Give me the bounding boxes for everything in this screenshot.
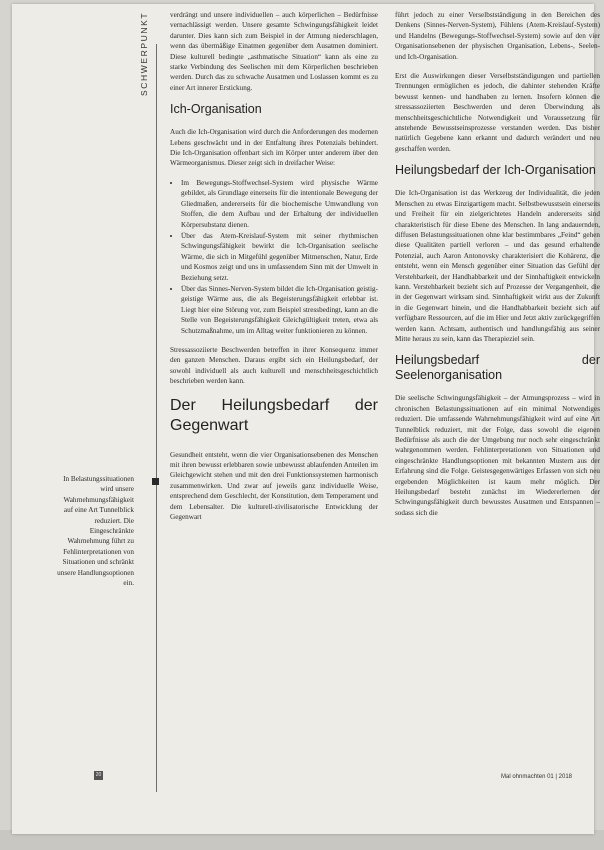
margin-note-marker bbox=[152, 478, 159, 485]
paragraph: verdrängt und unsere individuellen – auch körperlichen – Bedürfnisse vernachlässigt werden. Unsere gesamte Schwingungsfähigkeit leidet darunter. Dies kann sich zum Beispiel in der Atmung niederschlagen, wenn das übermäßige Einatmen gegenüber dem Ausatmen dominiert. Diese kulturell bedingte „asthmatische Situation“ kann als eine zu starke Verbindung des Seelischen mit dem Körperlichen beschrieben werden. Durch das zu schwache Ausatmen und Loslassen kommt es zu einer Art innerer Erstickung. bbox=[170, 11, 378, 92]
heading-heilungsbedarf-gegenwart: Der Heilungsbedarf der Gegenwart bbox=[170, 396, 378, 434]
list-item: • Über das Atem-Kreislauf-System mit seiner rhythmischen Schwingungsfähigkeit bewirkt die Ich-Organisation seelische Wärme, die sich in Mitgefühl gegenüber Mitmenschen, Natur, Erde und Kosmos zeigt und uns in umfassendem Sinn mit der Umwelt in Beziehung setzt. bbox=[181, 231, 378, 283]
paragraph: Die Ich-Organisation ist das Werkzeug der Individualität, die jeden Menschen zu etwas Einzigartigem macht. Selbstbewusstsein einerseits und Freiheit für ein zielgerichtetes Handeln andererseits sind charakteristisch für diese Ebene des Menschen. In lang andauernden, diffusen Belastungssituationen ohne klar bestimmbares „Feind“ gehen diese Qualitäten partiell verloren – und das gesund erhaltende Potenzial, auch Aaron Antonovsky charakterisiert die Kohärenz, die entsteht, wenn ein Mensch gegenüber einer Situation das Gefühl der Verstehbarkeit, der Handhabbarkeit und der Sinnhaftigkeit entwickeln kann. Verstehbarkeit bezieht sich auf Prozesse der Vergangenheit, die in der Gegenwart wirksam sind. Sinnhaftigkeit wirkt aus der Zukunft in die Gegenwart hinein, und die Handhabbarkeit bezieht sich auf verfügbare Ressourcen, auf die im Hier und Jetzt aktiv zurückgegriffen werden kann. Achtsam, authentisch und handlungsfähig aus seiner Mitte heraus zu sein, kann das Therapieziel sein. bbox=[395, 189, 600, 343]
magazine-page bbox=[12, 4, 600, 834]
paragraph: Stressassoziierte Beschwerden betreffen in ihrer Konsequenz immer den ganzen Menschen. Daraus ergibt sich ein Heilungsbedarf, der sowohl individuell als auch kulturell und menschheitsgeschichtlich beschrieben werden kann. bbox=[170, 345, 378, 386]
text-column-right bbox=[395, 10, 600, 527]
heading-ich-organisation: Ich-Organisation bbox=[170, 102, 262, 117]
text-column-left bbox=[170, 10, 378, 531]
paragraph: Gesundheit entsteht, wenn die vier Organisationsebenen des Menschen mit ihren bewusst erlebbaren sowie unbewusst ablaufenden Anteilen im Gleichgewicht stehen und mit den drei Funktionssystemen harmonisch zusammenwirken. Und zwar auf jeweils ganz individuelle Weise, entsprechend dem Geschlecht, der Konstitution, dem Temperament und dem Lebensalter. Die kulturell-zivilisatorische Entwicklung der Gegenwart bbox=[170, 450, 378, 522]
paragraph: Die seelische Schwingungsfähigkeit – der Atmungsprozess – wird in chronischen Belastungssituationen auf ein minimal Notwendiges reduziert. Die umfassende Wahrnehmungsfähigkeit wird auf eine Art Tunnelblick reduziert, mit der Folge, dass sowohl die eigenen Bedürfnisse als auch die der Umgebung nur noch sehr eingeschränkt wahrgenommen werden. Fehlinterpretationen von Situationen und eingeschränkte Handlungsoptionen mit bekannten Mustern aus der Erfahrung sind die Folge. Geistesgegenwärtiges Erfassen von sich neu ergebenden Möglichkeiten ist kaum mehr möglich. Der Heilungsbedarf besteht zunächst im Wiedererlernen der Schwingungsfähigkeit durch bewusstes Ausatmen und Entspannen – sodass sich die bbox=[395, 394, 600, 517]
list-item: • Im Bewegungs-Stoffwechsel-System wird physische Wärme gebildet, als Grundlage einerseits für die intentionale Bewegung der Gliedmaßen, andererseits für die biochemische Umwandlung von Stoffen, die dem Aufbau und der Erhaltung der individuellen Körpersubstanz dienen. bbox=[181, 178, 378, 230]
bullet-list bbox=[170, 178, 378, 336]
heading-heilungsbedarf-seele: Heilungsbedarf der Seelenorganisation bbox=[395, 353, 600, 383]
heading-heilungsbedarf-ich: Heilungsbedarf der Ich-Organisation bbox=[395, 163, 596, 178]
paragraph: führt jedoch zu einer Verselbstständigung in den Bereichen des Denkens (Sinnes-Nerven-System), Fühlens (Atem-Kreislauf-System) und Handelns (Bewegungs-Stoffwechsel-System) sowie auf den vier Organisationsebenen der physischen Organisation, Lebens-, Seelen- und Ich-Organisation. bbox=[395, 11, 600, 61]
margin-note: In Belastungssituationen wird unsere Wahrnehmungsfähigkeit auf eine Art Tunnelblick reduziert. Die Eingeschränkte Wahrnehmung führt zu Fehlinterpretationen von Situationen und schränkt unsere Handlungsoptionen ein. bbox=[57, 475, 134, 588]
page-number: 20 bbox=[95, 772, 102, 778]
paragraph: Erst die Auswirkungen dieser Verselbstständigungen und partiellen Trennungen ermöglichen es jedoch, die dahinter stehenden Kräfte bewusst kennen- und handhaben zu lernen. Insofern können die stressassoziierten Beschwerden und deren Überwindung als menschheitsgeschichtliche Notwendigkeit und Voraussetzung für anstehende Bewusstseinsprozesse verstanden werden. Das bisher natürlich Gegebene kann erkannt und dadurch verändert und neu geschaffen werden. bbox=[395, 72, 600, 153]
paragraph: Auch die Ich-Organisation wird durch die Anforderungen des modernen Lebens geschwächt und in der Entfaltung ihres Potenzials behindert. Die Ich-Organisation offenbart sich im Körper unter anderem über den Wärmeorganismus. Dieser zeigt sich in dreifacher Weise: bbox=[170, 128, 378, 168]
section-label: SCHWERPUNKT bbox=[139, 12, 149, 97]
list-item: • Über das Sinnes-Nerven-System bildet die Ich-Organisation geistig-geistige Wärme aus, die als Begeisterungsfähigkeit erlebbar ist. Liegt hier eine Störung vor, zum Beispiel stressbedingt, kann an die Stelle von Begeisterungsfähigkeit Gleichgültigkeit treten, etwa als Schutzmaßnahme, um im Alltag weiter funktionieren zu können. bbox=[181, 284, 378, 336]
journal-footer: Mal ohnmachten 01 | 2018 bbox=[501, 774, 572, 780]
column-divider bbox=[156, 44, 157, 792]
